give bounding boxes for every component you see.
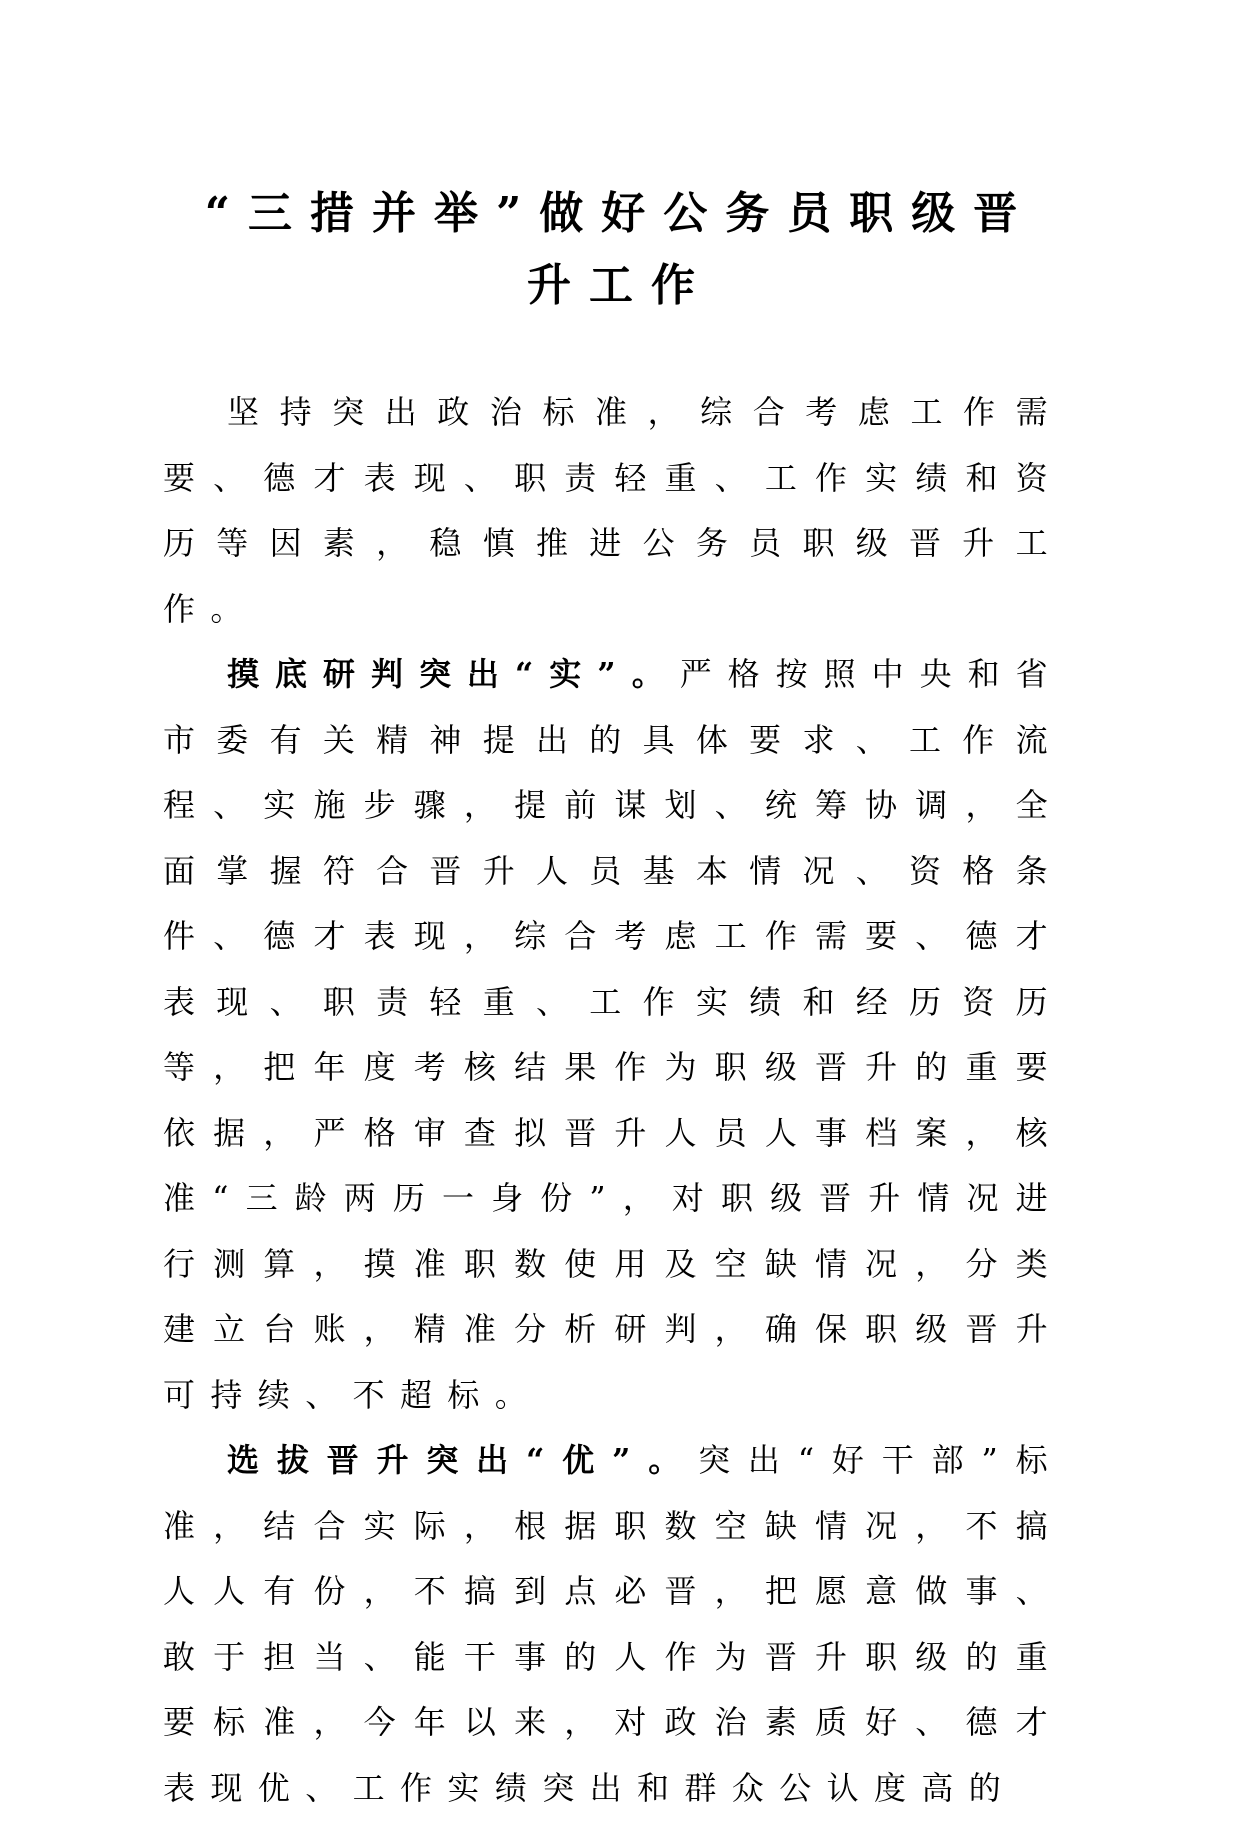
document-body	[163, 380, 1063, 1821]
title-line-1: “三措并举”做好公务员职级晋	[204, 188, 1036, 239]
paragraph-section-2	[163, 1428, 1063, 1821]
document-title	[160, 178, 1080, 322]
paragraph-text: 坚持突出政治标准，综合考虑工作需要、德才表现、职责轻重、工作实绩和资历等因素，稳慎推进公务员职级晋升工作。	[163, 393, 1063, 628]
paragraph-text: 严格按照中央和省市委有关精神提出的具体要求、工作流程、实施步骤，提前谋划、统筹协调，全面掌握符合晋升人员基本情况、资格条件、德才表现，综合考虑工作需要、德才表现、职责轻重、工作实绩和经历资历等，把年度考核结果作为职级晋升的重要依据，严格审查拟晋升人员人事档案，核准“三龄两历一身份”，对职级晋升情况进行测算，摸准职数使用及空缺情况，分类建立台账，精准分析研判，确保职级晋升可持续、不超标。	[163, 655, 1063, 1414]
paragraph-intro	[163, 380, 1063, 642]
paragraph-text: 突出“好干部”标准，结合实际，根据职数空缺情况，不搞人人有份，不搞到点必晋，把愿意做事、敢于担当、能干事的人作为晋升职级的重要标准，今年以来，对政治素质好、德才表现优、工作实绩突出和群众公认度高的	[163, 1441, 1063, 1807]
paragraph-section-1	[163, 642, 1063, 1428]
title-line-2: 升工作	[527, 260, 713, 311]
section-heading: 摸底研判突出“实”。	[227, 655, 680, 693]
section-heading: 选拔晋升突出“优”。	[227, 1441, 699, 1479]
